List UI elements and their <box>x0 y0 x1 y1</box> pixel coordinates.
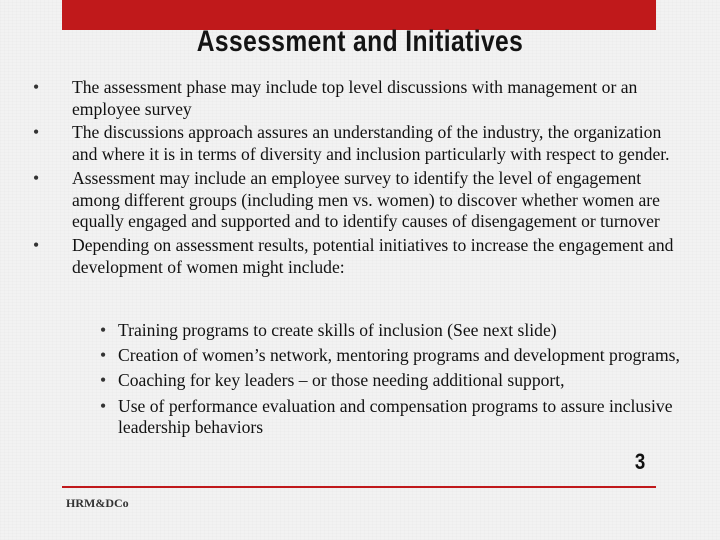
bullet-item <box>30 122 680 165</box>
bullet-text: Assessment may include an employee survey to identify the level of engagement among different groups (including men vs. women) to discover whether women are equally engaged and supported and to identify causes of disengagement or turnover <box>72 167 660 232</box>
bullet-text: Depending on assessment results, potential initiatives to increase the engagement and development of women might include: <box>72 234 674 277</box>
sub-bullet-text: Coaching for key leaders – or those needing additional support, <box>118 370 565 391</box>
bullet-text: The discussions approach assures an understanding of the industry, the organization and where it is in terms of diversity and inclusion particularly with respect to gender. <box>72 122 670 165</box>
sub-bullet-list <box>30 320 680 443</box>
sub-bullet-item <box>30 320 680 342</box>
bullet-list <box>30 77 680 278</box>
sub-bullet-item <box>30 396 680 439</box>
bullet-text: The assessment phase may include top level discussions with management or an employee survey <box>72 77 638 119</box>
sub-bullet-text: Use of performance evaluation and compensation programs to assure inclusive leadership behaviors <box>118 395 673 438</box>
sub-bullet-item <box>30 345 680 367</box>
footer-rule <box>62 486 656 488</box>
slide-title: Assessment and Initiatives <box>196 25 524 58</box>
sub-bullet-item <box>30 370 680 392</box>
bullet-item <box>30 77 680 120</box>
sub-bullet-text: Training programs to create skills of inclusion (See next slide) <box>118 320 557 340</box>
bullet-item <box>30 235 680 278</box>
sub-bullet-text: Creation of women’s network, mentoring programs and development programs, <box>118 345 680 366</box>
page-number: 3 <box>634 449 646 474</box>
footer-text: HRM&DCo <box>66 496 129 510</box>
bullet-item <box>30 168 680 233</box>
